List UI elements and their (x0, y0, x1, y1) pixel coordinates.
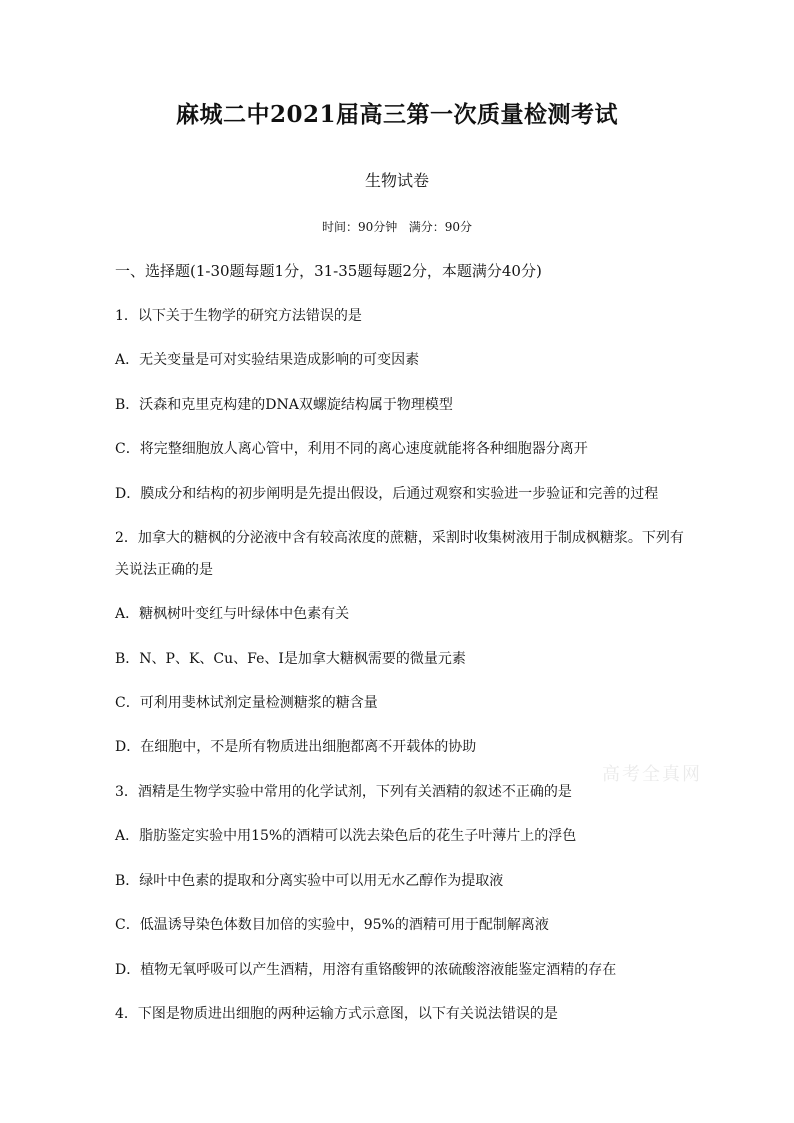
question-2-option-d: D．在细胞中，不是所有物质进出细胞都离不开载体的协助 (115, 739, 477, 755)
question-3-option-b: B．绿叶中色素的提取和分离实验中可以用无水乙醇作为提取液 (115, 873, 504, 889)
section-heading: 一、选择题(1-30题每题1分，31-35题每题2分，本题满分40分) (115, 262, 542, 280)
question-1-option-b: B．沃森和克里克构建的DNA双螺旋结构属于物理模型 (115, 397, 453, 413)
page-subtitle: 生物试卷 (364, 171, 429, 190)
exam-meta: 时间：90分钟 满分：90分 (322, 220, 472, 234)
question-2-option-c: C．可利用斐林试剂定量检测糖浆的糖含量 (115, 695, 378, 711)
page-title: 麻城二中2021届高三第一次质量检测考试 (175, 101, 618, 128)
question-1-option-d: D．膜成分和结构的初步阐明是先提出假设，后通过观察和实验进一步验证和完善的过程 (115, 486, 659, 502)
question-1-option-c: C．将完整细胞放人离心管中，利用不同的离心速度就能将各种细胞器分离开 (115, 441, 588, 457)
question-stem-4: 4．下图是物质进出细胞的两种运输方式示意图，以下有关说法错误的是 (115, 1006, 558, 1022)
question-stem-2-continued: 关说法正确的是 (115, 562, 213, 578)
question-stem-2: 2．加拿大的糖枫的分泌液中含有较高浓度的蔗糖，采割时收集树液用于制成枫糖浆。下列有 (115, 530, 684, 546)
question-2-option-b: B．N、P、K、Cu、Fe、I是加拿大糖枫需要的微量元素 (115, 651, 466, 667)
question-1-option-a: A．无关变量是可对实验结果造成影响的可变因素 (115, 352, 420, 368)
watermark: 高考全真网 (602, 764, 702, 785)
question-stem-3: 3．酒精是生物学实验中常用的化学试剂，下列有关酒精的叙述不正确的是 (115, 784, 572, 800)
question-3-option-d: D．植物无氧呼吸可以产生酒精，用溶有重铬酸钾的浓硫酸溶液能鉴定酒精的存在 (115, 962, 617, 978)
question-3-option-c: C．低温诱导染色体数目加倍的实验中，95%的酒精可用于配制解离液 (115, 917, 549, 933)
question-3-option-a: A．脂肪鉴定实验中用15%的酒精可以洗去染色后的花生子叶薄片上的浮色 (115, 828, 577, 844)
question-2-option-a: A．糖枫树叶变红与叶绿体中色素有关 (115, 606, 350, 622)
question-stem-1: 1．以下关于生物学的研究方法错误的是 (115, 308, 362, 324)
